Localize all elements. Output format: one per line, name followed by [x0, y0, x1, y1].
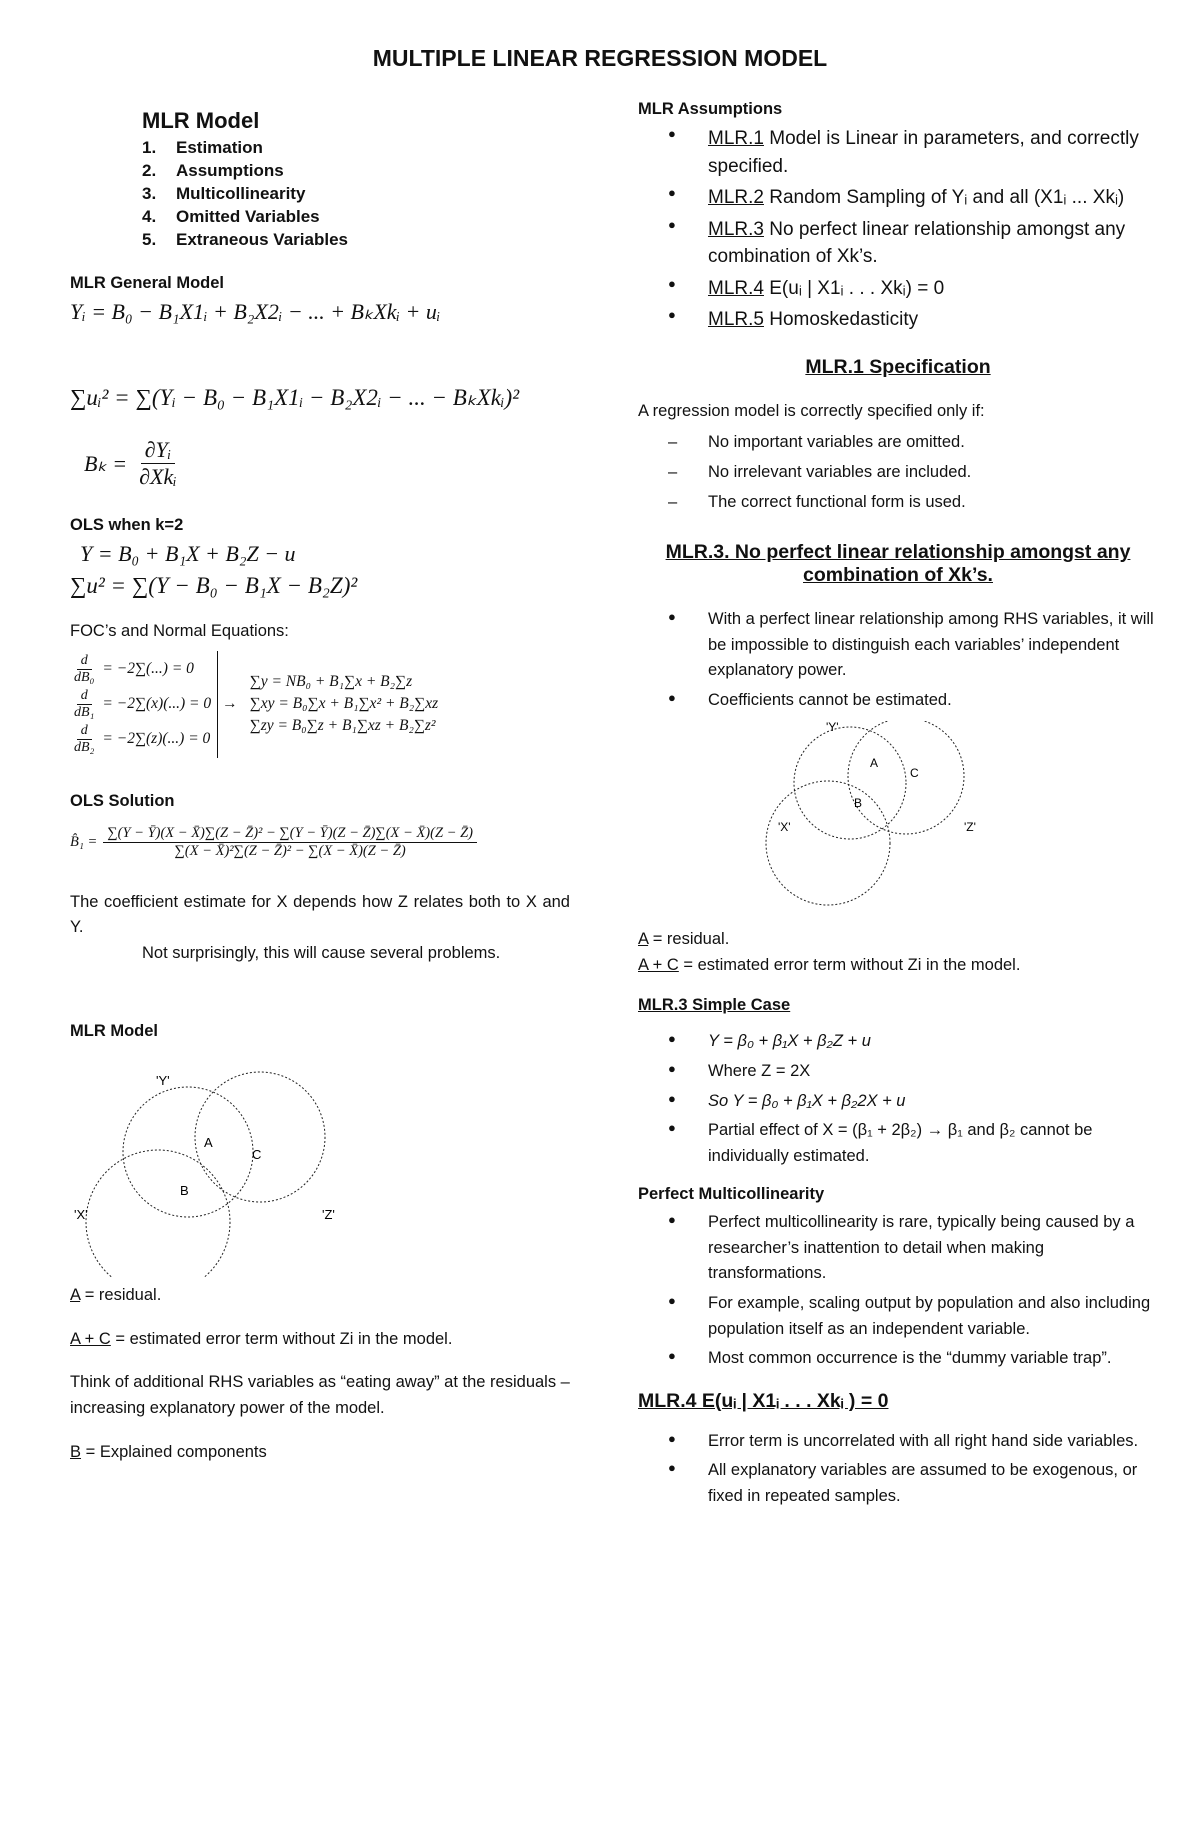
assumption-code: MLR.5 [708, 309, 764, 331]
residual-note [70, 1283, 570, 1309]
assumption-code: MLR.3 [708, 218, 764, 240]
d-denominator: dB₂ [74, 739, 95, 755]
assumption-code: MLR.1 [708, 128, 764, 149]
general-model-equation: Yᵢ = B₀ − B₁X1ᵢ + B₂X2ᵢ − ... + BₖXkᵢ + uᵢ [70, 299, 441, 324]
a-label: A [70, 1286, 81, 1305]
simple-case-item: ● Y = β₀ + β₁X + β₂Z + u [638, 1029, 1158, 1055]
assumptions-heading: MLR Assumptions [638, 100, 783, 118]
assumption-item [638, 184, 1158, 212]
solution-denominator: ∑(X − X̄)²∑(Z − Z̄)² − ∑(X − X̄)(Z − Z̄) [174, 842, 406, 859]
assumption-text: Homoskedasticity [763, 309, 919, 331]
simple-case-item: ● Partial effect of X = (β₁ + 2β₂) → β₁ and β₂ cannot be individually estimated. [638, 1118, 1158, 1169]
label-x: 'X' [778, 820, 791, 835]
mlr3-list [638, 607, 1158, 713]
derivative-fraction [70, 688, 98, 721]
explained-note [70, 1440, 570, 1466]
ols-equation-1: Y = B₀ + B₁X + B₂Z − u [80, 541, 296, 566]
simple-case-heading: MLR.3 Simple Case [638, 996, 791, 1015]
label-c: C [910, 766, 919, 781]
mlr-model-2-heading: MLR Model [70, 1022, 158, 1041]
foc-rhs: = −2∑(x)(...) = 0 [102, 695, 212, 713]
foc-heading: FOC’s and Normal Equations: [70, 622, 289, 640]
label-b: B [854, 796, 863, 811]
mlr4-item: ● Error term is uncorrelated with all right hand side variables. [638, 1429, 1158, 1455]
error-term-note [638, 953, 1158, 979]
d-numerator: d [77, 653, 92, 670]
assumption-item [638, 125, 1158, 180]
a-label: A [638, 930, 649, 949]
normal-equations [242, 669, 438, 739]
specification-heading: MLR.1 Specification [805, 355, 991, 378]
topic-item [142, 138, 570, 158]
topic-list [142, 138, 570, 250]
foc-rhs: = −2∑(z)(...) = 0 [102, 730, 211, 748]
label-c: C [252, 1147, 262, 1163]
circle-x [766, 781, 890, 905]
right-column [638, 100, 1158, 1513]
foc-rhs: = −2∑(...) = 0 [102, 660, 194, 678]
topic-label: Estimation [176, 138, 263, 157]
simple-case-item: ● So Y = β₀ + β₁X + β₂2X + u [638, 1089, 1158, 1115]
perfect-multicollinearity-list [638, 1210, 1158, 1371]
solution-lhs: B̂₁ = [70, 833, 98, 850]
assumption-item [638, 216, 1158, 271]
assumption-text: No perfect linear relationship amongst any combination of Xk’s. [708, 218, 1126, 268]
topic-number: 4. [142, 207, 157, 226]
topic-label: Extraneous Variables [176, 230, 348, 249]
general-model-heading: MLR General Model [70, 274, 225, 292]
topic-number: 1. [142, 138, 157, 157]
mlr4-item: ● All explanatory variables are assumed to be exogenous, or fixed in repeated samples. [638, 1458, 1158, 1509]
simple-case-list [638, 1029, 1158, 1169]
venn-diagram-right [638, 721, 1058, 921]
label-a: A [870, 756, 879, 771]
foc-row [70, 688, 211, 721]
foc-row [70, 653, 211, 686]
ols-equation-2: ∑u² = ∑(Y − B₀ − B₁X − B₂Z)² [70, 573, 358, 598]
assumption-code: MLR.4 [708, 277, 764, 299]
left-column [70, 100, 570, 1465]
topic-item [142, 230, 570, 250]
specification-item: – No important variables are omitted. [638, 430, 1158, 456]
mlr4-heading: MLR.4 E(uᵢ | X1ᵢ . . . Xkᵢ ) = 0 [638, 1389, 889, 1412]
assumption-item [638, 275, 1158, 303]
partial-denominator: ∂Xkᵢ [139, 464, 177, 489]
normal-equation: ∑xy = B₀∑x + B₁∑x² + B₂∑xz [249, 695, 439, 713]
partial-lhs: Bₖ = [84, 450, 128, 476]
ac-text: = estimated error term without Zi in the model. [110, 1329, 453, 1348]
rhs-variables-note: Think of additional RHS variables as “eating away” at the residuals – increasing explanatory power of the model. [70, 1373, 570, 1417]
mlr3-item: ● Coefficients cannot be estimated. [638, 688, 1158, 714]
ac-label: A + C [638, 955, 679, 974]
assumption-text: Random Sampling of Yᵢ and all (X1ᵢ ... Xkᵢ) [763, 187, 1125, 209]
normal-equation: ∑y = NB₀ + B₁∑x + B₂∑z [249, 673, 413, 691]
residual-note [638, 927, 1158, 953]
assumption-text: Model is Linear in parameters, and correctly specified. [708, 128, 1139, 177]
topic-label: Omitted Variables [176, 207, 320, 226]
partial-derivative-equation [84, 437, 570, 490]
topic-label: Multicollinearity [176, 184, 306, 203]
ols-solution-heading: OLS Solution [70, 791, 175, 810]
foc-row [70, 723, 211, 756]
mlr3-heading: MLR.3. No perfect linear relationship amongst any combination of Xk’s. [665, 541, 1131, 587]
partial-numerator: ∂Yᵢ [141, 437, 176, 464]
coefficient-text: The coefficient estimate for X depends how Z relates both to X and Y. [70, 892, 570, 937]
implies-arrow: → [222, 695, 238, 713]
a-text: = residual. [648, 930, 730, 949]
topic-item [142, 184, 570, 204]
ac-text: = estimated error term without Zi in the model. [678, 955, 1021, 974]
label-a: A [204, 1135, 213, 1151]
normal-equation: ∑zy = B₀∑z + B₁∑xz + B₂∑z² [249, 717, 436, 735]
ols-k2-heading: OLS when k=2 [70, 516, 184, 534]
d-numerator: d [77, 688, 92, 705]
error-term-note [70, 1327, 570, 1353]
a-text: = residual. [80, 1286, 162, 1305]
topic-number: 2. [142, 161, 157, 180]
label-z: 'Z' [964, 820, 976, 835]
perfect-item: ● Most common occurrence is the “dummy variable trap”. [638, 1346, 1158, 1372]
foc-equations [70, 651, 570, 758]
document-title: MULTIPLE LINEAR REGRESSION MODEL [372, 45, 828, 71]
topic-item [142, 161, 570, 181]
perfect-item: ● For example, scaling output by population and also including population itself as an independent variable. [638, 1291, 1158, 1342]
solution-fraction [103, 825, 477, 860]
derivative-fraction [70, 653, 98, 686]
label-b: B [180, 1183, 189, 1199]
coefficient-text-2: Not surprisingly, this will cause several problems. [142, 943, 501, 962]
venn-diagram-left [70, 1047, 370, 1277]
assumption-code: MLR.2 [708, 187, 764, 209]
d-numerator: d [77, 723, 92, 740]
perfect-multicollinearity-heading: Perfect Multicollinearity [638, 1185, 825, 1204]
label-y: 'Y' [156, 1073, 170, 1089]
sum-squares-equation: ∑uᵢ² = ∑(Yᵢ − B₀ − B₁X1ᵢ − B₂X2ᵢ − ... − BₖXkᵢ)² [70, 385, 520, 410]
ac-label: A + C [70, 1329, 111, 1348]
perfect-item: ● Perfect multicollinearity is rare, typically being caused by a researcher’s inattention to detail when making transformations. [638, 1210, 1158, 1287]
assumptions-list [638, 125, 1158, 334]
specification-intro: A regression model is correctly specified only if: [638, 401, 985, 420]
specification-item: – No irrelevant variables are included. [638, 460, 1158, 486]
circle-z [195, 1072, 325, 1202]
specification-list [638, 430, 1158, 515]
assumption-item [638, 306, 1158, 334]
mlr-model-heading: MLR Model [142, 108, 260, 133]
topic-number: 5. [142, 230, 157, 249]
derivative-fraction [70, 723, 98, 756]
label-y: 'Y' [826, 721, 839, 735]
d-denominator: dB₁ [74, 704, 95, 720]
topic-item [142, 207, 570, 227]
label-x: 'X' [74, 1207, 88, 1223]
mlr4-list [638, 1429, 1158, 1510]
b-label: B [70, 1442, 82, 1461]
assumption-text: E(uᵢ | X1ᵢ . . . Xkᵢ) = 0 [763, 277, 945, 299]
specification-item: – The correct functional form is used. [638, 490, 1158, 516]
solution-numerator: ∑(Y − Ȳ)(X − X̄)∑(Z − Z̄)² − ∑(Y − Ȳ)(Z − Z̄)∑(X − X̄)(Z − Z̄) [103, 825, 477, 843]
mlr3-item: ● With a perfect linear relationship among RHS variables, it will be impossible to distinguish each variables’ independent explanatory power. [638, 607, 1158, 684]
simple-case-item: ● Where Z = 2X [638, 1059, 1158, 1085]
circle-y [794, 727, 906, 839]
partial-fraction [135, 437, 181, 490]
d-denominator: dB₀ [74, 669, 95, 685]
foc-derivatives [70, 651, 218, 758]
b-text: = Explained components [81, 1442, 267, 1461]
ols-solution-equation [70, 825, 570, 860]
topic-number: 3. [142, 184, 157, 203]
topic-label: Assumptions [176, 161, 284, 180]
label-z: 'Z' [322, 1207, 335, 1223]
